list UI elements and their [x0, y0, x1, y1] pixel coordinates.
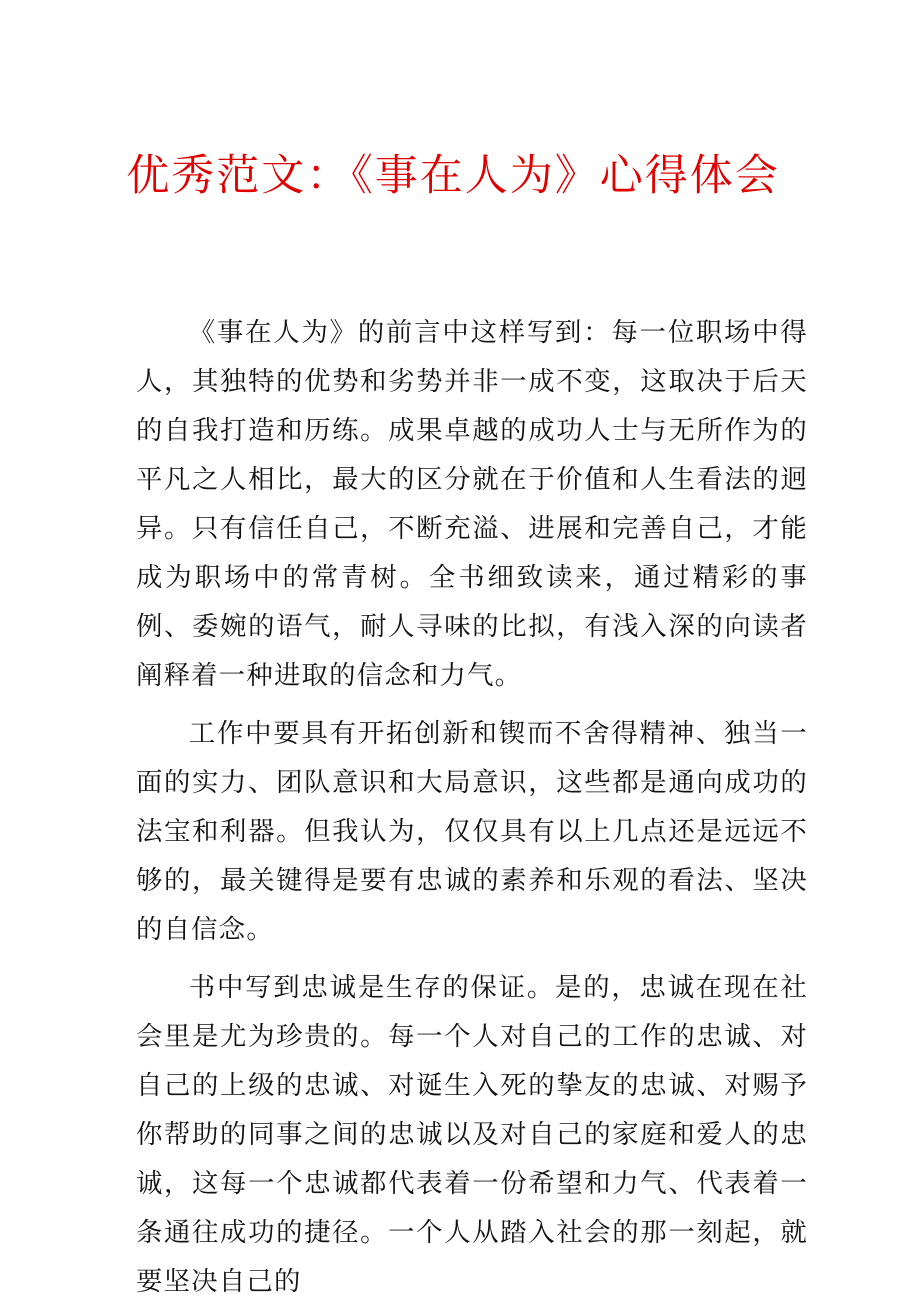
document-title: 优秀范文：《事在人为》心得体会: [126, 151, 780, 201]
paragraph-3: 书中写到忠诚是生存的保证。是的，忠诚在现在社会里是尤为珍贵的。每一个人对自己的工作的忠诚、对自己的上级的忠诚、对诞生入死的挚友的忠诚、对赐予你帮助的同事之间的忠诚以及对自己的家庭和爱人的忠诚，这每一个忠诚都代表着一份希望和力气、代表着一条通往成功的捷径。一个人从踏入社会的那一刻起，就要坚决自己的: [136, 972, 808, 1297]
document-body: [136, 308, 808, 1315]
paragraph-2: 工作中要具有开拓创新和锲而不舍得精神、独当一面的实力、团队意识和大局意识，这些都是通向成功的法宝和利器。但我认为，仅仅具有以上几点还是远远不够的，最关键得是要有忠诚的素养和乐观的看法、坚决的自信念。: [136, 718, 808, 945]
paragraph-1: 《事在人为》的前言中这样写到：每一位职场中得人，其独特的优势和劣势并非一成不变，这取决于后天的自我打造和历练。成果卓越的成功人士与无所作为的平凡之人相比，最大的区分就在于价值和人生看法的迥异。只有信任自己，不断充溢、进展和完善自己，才能成为职场中的常青树。全书细致读来，通过精彩的事例、委婉的语气，耐人寻味的比拟，有浅入深的向读者阐释着一种进取的信念和力气。: [136, 317, 808, 691]
